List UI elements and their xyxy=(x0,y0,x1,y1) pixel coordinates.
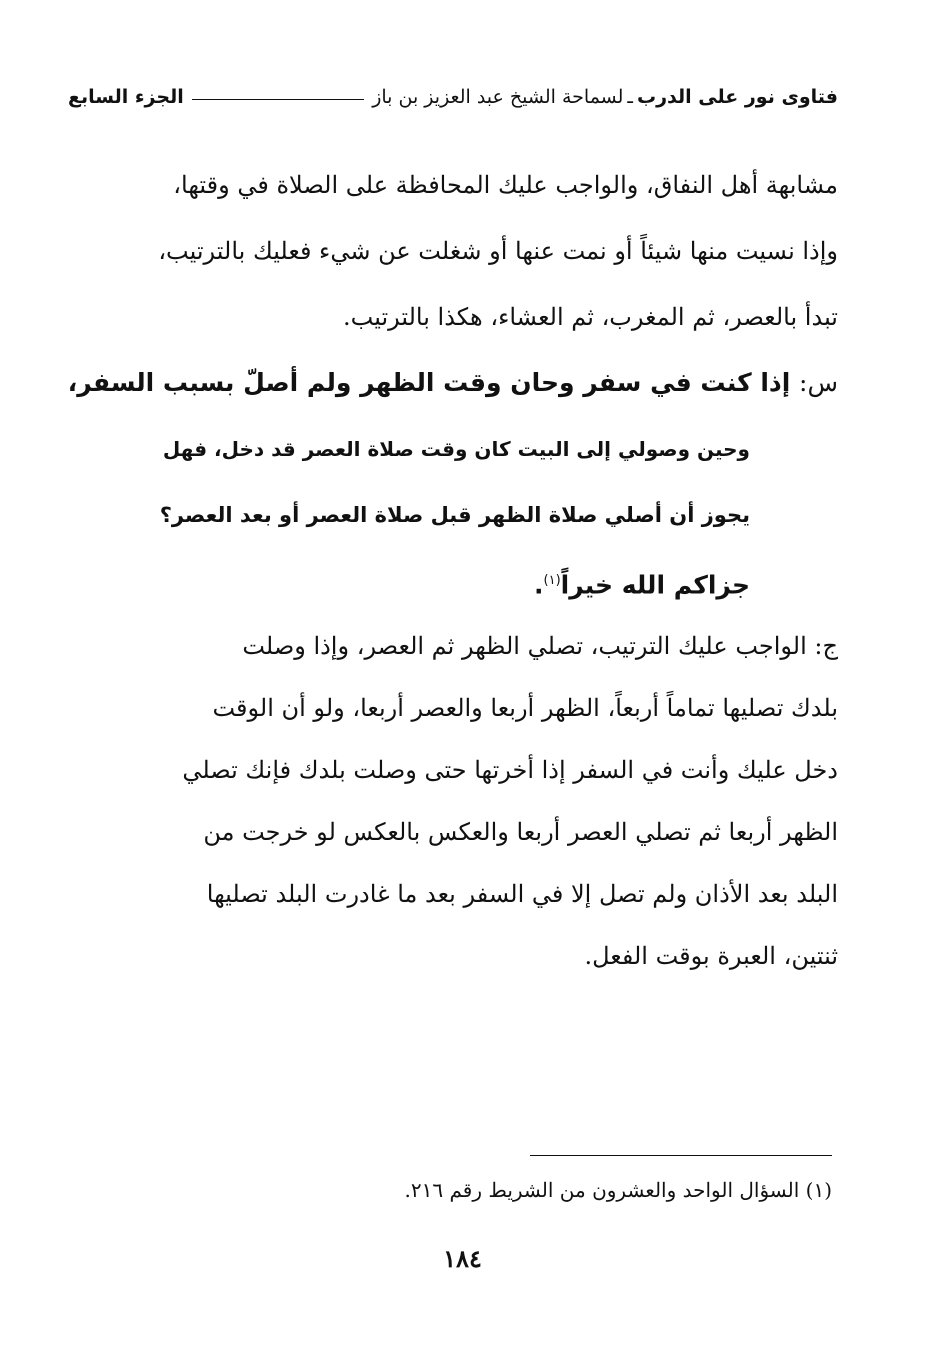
answer-line: بلدك تصليها تماماً أربعاً، الظهر أربعا والعصر أربعا، ولو أن الوقت xyxy=(212,694,838,722)
running-header xyxy=(68,86,838,108)
answer-line xyxy=(68,615,838,677)
text-line: وإذا نسيت منها شيئاً أو نمت عنها أو شغلت عن شيء فعليك بالترتيب، xyxy=(158,237,838,265)
footnote-marker: (١) xyxy=(543,573,561,588)
paragraph-continuation xyxy=(68,152,838,350)
header-separator: ـ xyxy=(627,86,633,108)
volume-label: الجزء السابع xyxy=(68,86,184,108)
question-line: وحين وصولي إلى البيت كان وقت صلاة العصر قد دخل، فهل xyxy=(162,437,750,461)
answer-block xyxy=(68,615,838,987)
answer-line: ثنتين، العبرة بوقت الفعل. xyxy=(584,942,838,970)
question-line xyxy=(68,548,838,618)
question-line xyxy=(68,350,838,416)
answer-line: الظهر أربعا ثم تصلي العصر أربعا والعكس بالعكس لو خرجت من xyxy=(203,818,838,846)
question-label: س: xyxy=(799,368,838,397)
answer-line: البلد بعد الأذان ولم تصل إلا في السفر بعد ما غادرت البلد تصليها xyxy=(206,880,838,908)
question-text: جزاكم الله خيراً xyxy=(560,570,750,600)
header-rule xyxy=(192,99,365,100)
text-line: تبدأ بالعصر، ثم المغرب، ثم العشاء، هكذا بالترتيب. xyxy=(343,303,838,331)
answer-label: ج: xyxy=(814,632,838,660)
footnote: (١) السؤال الواحد والعشرون من الشريط رقم ٢١٦. xyxy=(404,1178,832,1202)
text-line: مشابهة أهل النفاق، والواجب عليك المحافظة على الصلاة في وقتها، xyxy=(173,171,838,199)
end-punctuation: . xyxy=(534,570,544,600)
question-text: إذا كنت في سفر وحان وقت الظهر ولم أصلّ بسبب السفر، xyxy=(67,368,791,397)
question-block xyxy=(68,350,838,618)
answer-text: الواجب عليك الترتيب، تصلي الظهر ثم العصر، وإذا وصلت xyxy=(242,632,807,660)
page-number: ١٨٤ xyxy=(443,1244,482,1273)
question-line: يجوز أن أصلي صلاة الظهر قبل صلاة العصر أو بعد العصر؟ xyxy=(159,503,750,527)
answer-line: دخل عليك وأنت في السفر إذا أخرتها حتى وصلت بلدك فإنك تصلي xyxy=(182,756,838,784)
footnote-divider xyxy=(530,1155,832,1156)
book-title: فتاوى نور على الدرب xyxy=(637,86,838,108)
author-name: لسماحة الشيخ عبد العزيز بن باز xyxy=(372,86,624,108)
